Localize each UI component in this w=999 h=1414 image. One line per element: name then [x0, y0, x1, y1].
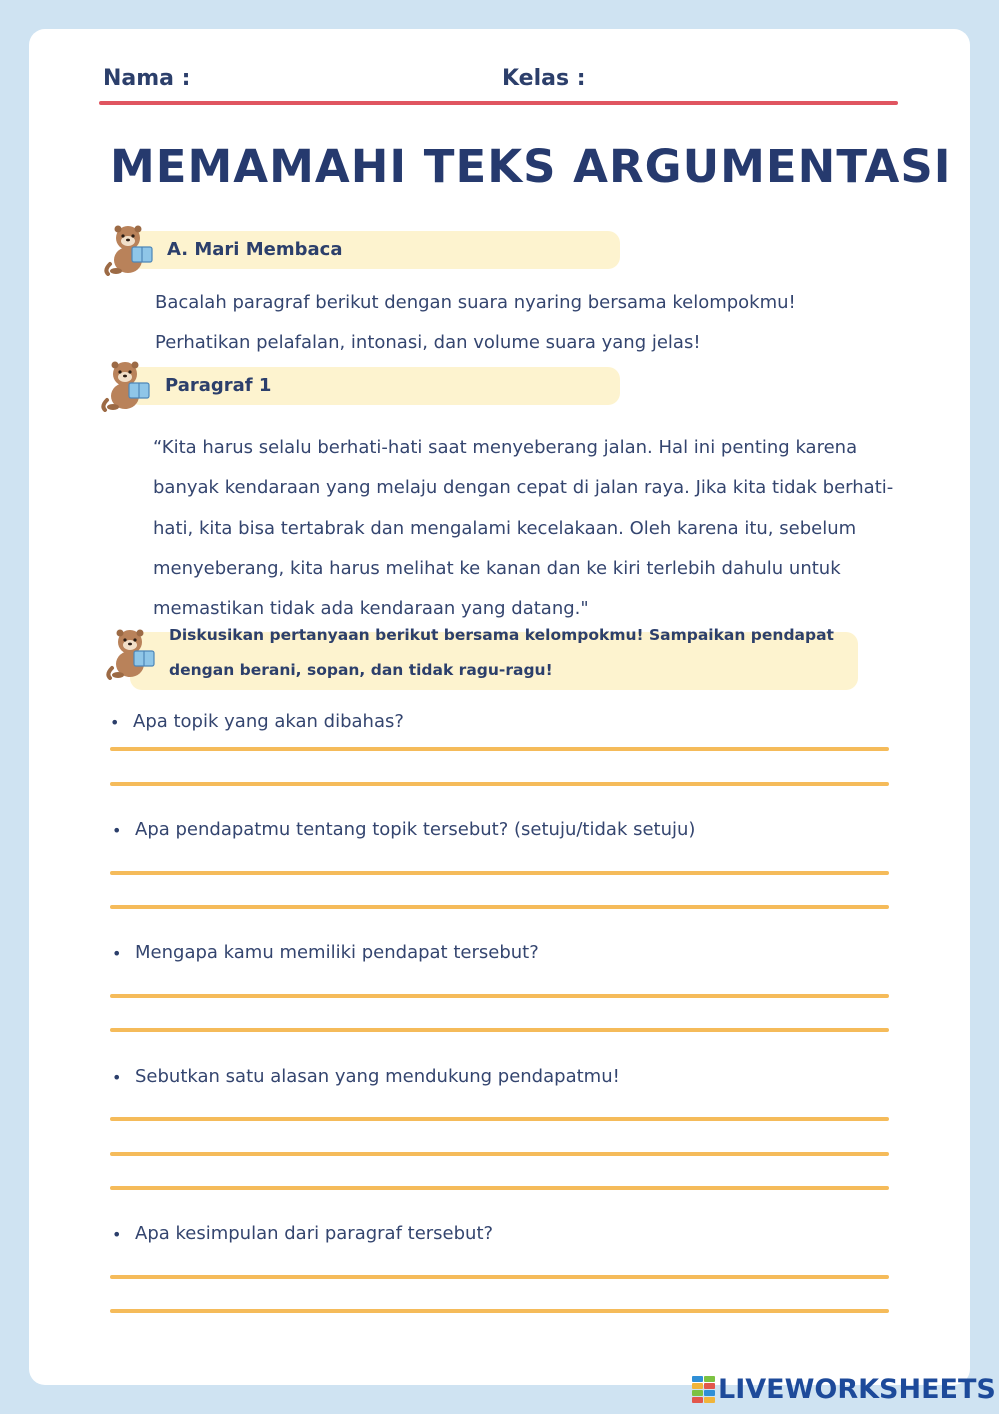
name-label: Nama :	[103, 66, 191, 91]
otter-reading-book-icon	[104, 220, 160, 276]
liveworksheets-logo	[692, 1374, 996, 1405]
answer-line[interactable]	[110, 782, 889, 786]
answer-line[interactable]	[110, 871, 889, 875]
question-bullet: •	[112, 1068, 122, 1087]
section-a-heading: A. Mari Membaca	[167, 239, 343, 260]
otter-reading-book-icon	[101, 356, 157, 412]
answer-line[interactable]	[110, 1186, 889, 1190]
discussion-line-1: Diskusikan pertanyaan berikut bersama kelompokmu! Sampaikan pendapat	[169, 626, 834, 644]
question-2-text: Apa pendapatmu tentang topik tersebut? (setuju/tidak setuju)	[135, 819, 696, 840]
answer-line[interactable]	[110, 1117, 889, 1121]
liveworksheets-logo-icon	[692, 1376, 716, 1404]
answer-line[interactable]	[110, 747, 889, 751]
instruction-line-2: Perhatikan pelafalan, intonasi, dan volume suara yang jelas!	[155, 332, 701, 353]
answer-line[interactable]	[110, 1028, 889, 1032]
paragraph-1-heading: Paragraf 1	[165, 375, 272, 396]
question-3-text: Mengapa kamu memiliki pendapat tersebut?	[135, 942, 539, 963]
paragraph-line-1: “Kita harus selalu berhati-hati saat menyeberang jalan. Hal ini penting karena	[153, 437, 858, 458]
question-5-text: Apa kesimpulan dari paragraf tersebut?	[135, 1223, 494, 1244]
liveworksheets-brand: LIVEWORKSHEETS	[718, 1374, 996, 1405]
question-4-text: Sebutkan satu alasan yang mendukung pendapatmu!	[135, 1066, 620, 1087]
paragraph-line-5: memastikan tidak ada kendaraan yang datang."	[153, 598, 589, 619]
paragraph-line-3: hati, kita bisa tertabrak dan mengalami kecelakaan. Oleh karena itu, sebelum	[153, 518, 857, 539]
otter-reading-book-icon	[106, 624, 162, 680]
paragraph-line-2: banyak kendaraan yang melaju dengan cepat di jalan raya. Jika kita tidak berhati-	[153, 477, 894, 498]
page-title: MEMAMAHI TEKS ARGUMENTASI	[110, 140, 952, 193]
answer-line[interactable]	[110, 1152, 889, 1156]
answer-line[interactable]	[110, 1275, 889, 1279]
question-bullet: •	[112, 821, 122, 840]
paragraph-line-4: menyeberang, kita harus melihat ke kanan dan ke kiri terlebih dahulu untuk	[153, 558, 841, 579]
discussion-line-2: dengan berani, sopan, dan tidak ragu-ragu!	[169, 661, 553, 679]
question-bullet: •	[110, 713, 120, 732]
question-bullet: •	[112, 1225, 122, 1244]
question-1-text: Apa topik yang akan dibahas?	[133, 711, 404, 732]
question-bullet: •	[112, 944, 122, 963]
answer-line[interactable]	[110, 994, 889, 998]
header-divider	[99, 101, 898, 105]
answer-line[interactable]	[110, 1309, 889, 1313]
class-label: Kelas :	[502, 66, 586, 91]
answer-line[interactable]	[110, 905, 889, 909]
instruction-line-1: Bacalah paragraf berikut dengan suara nyaring bersama kelompokmu!	[155, 292, 796, 313]
